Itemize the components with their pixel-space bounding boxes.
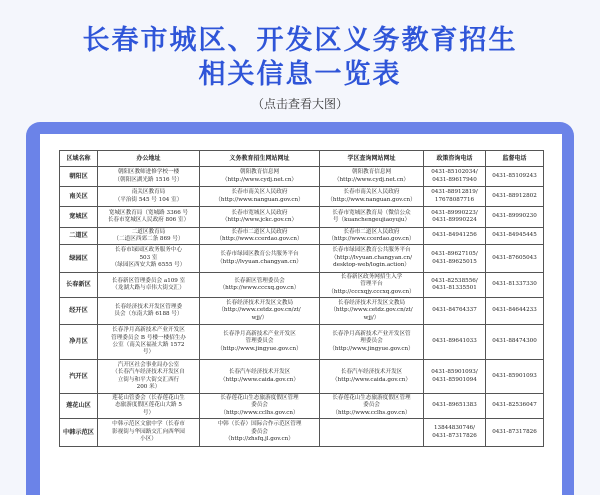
enrollment-website-cell[interactable]: 长春市宽城区人民政府 （http://www.jckc.gov.cn） xyxy=(200,207,320,228)
supervision-phone-cell: 0431-87605043 xyxy=(486,245,544,273)
table-row xyxy=(60,228,544,245)
page-title-line2: 相关信息一览表 xyxy=(198,59,402,90)
table-row xyxy=(60,187,544,207)
enrollment-website-cell[interactable]: 长春市二道区人民政府 （http://www.ccerdao.gov.cn） xyxy=(200,228,320,245)
office-address-cell: 中韩示范区文旅中学（长春市 影视街与华园路交汇向西华园 小区） xyxy=(98,419,200,447)
office-address-cell: 长春经济技术开发区管理委 员会（东南大路 6188 号） xyxy=(98,298,200,325)
supervision-phone-cell: 0431-84644233 xyxy=(486,298,544,325)
school-district-website-cell[interactable]: 朝阳教育信息网 （http://www.cydj.net.cn） xyxy=(320,167,424,187)
enrollment-website-cell[interactable]: 中韩（长春）国际合作示范区管理 委员会 （http://zhsfq.jl.gov.cn） xyxy=(200,419,320,447)
school-district-website-cell[interactable]: 长春市南关区人民政府 （http://www.nanguan.gov.cn） xyxy=(320,187,424,207)
school-district-website-cell[interactable]: 长春净月高新技术产业开发区管 理委员会 （http://www.jingyue.gov.cn） xyxy=(320,325,424,360)
supervision-phone-cell: 0431-85109243 xyxy=(486,167,544,187)
policy-phone-cell: 0431-89990223/ 0431-89990224 xyxy=(424,207,486,228)
policy-phone-cell: 0431-82538556/ 0431-81335501 xyxy=(424,273,486,298)
header-supervision-hotline: 监督电话 xyxy=(486,151,544,167)
office-address-cell: 长春市绿园区政务服务中心 503 室 （绿园区西安大路 6555 号） xyxy=(98,245,200,273)
enrollment-website-cell[interactable]: 长春经济技术开发区文教局 （http://www.cetdz.gov.cn/zt/ wjj/） xyxy=(200,298,320,325)
policy-phone-cell: 13844830746/ 0431-87317826 xyxy=(424,419,486,447)
enlarge-hint-link[interactable]: （点击查看大图） xyxy=(251,97,348,111)
page-title-line1: 长春市城区、开发区义务教育招生 xyxy=(82,25,518,56)
office-address-cell: 南关区教育局 （平治街 545 号 104 室） xyxy=(98,187,200,207)
enrollment-website-cell[interactable]: 长春莲花山生态旅游度假区管理 委员会 （http://www.cclhs.gov.cn） xyxy=(200,394,320,419)
table-sheet[interactable] xyxy=(40,134,562,495)
enrollment-website-cell[interactable]: 朝阳教育信息网 （http://www.cydj.net.cn） xyxy=(200,167,320,187)
table-row xyxy=(60,207,544,228)
table-header-row xyxy=(60,151,544,167)
school-district-website-cell[interactable]: 长春汽车经济技术开发区 （http://www.caida.gov.cn） xyxy=(320,360,424,394)
header-office-address: 办公地址 xyxy=(98,151,200,167)
district-name-cell: 二道区 xyxy=(60,228,98,245)
district-name-cell: 南关区 xyxy=(60,187,98,207)
supervision-phone-cell: 0431-88474300 xyxy=(486,325,544,360)
school-district-website-cell[interactable]: 长春莲花山生态旅游度假区管理 委员会 （http://www.cclhs.gov.cn） xyxy=(320,394,424,419)
supervision-phone-cell: 0431-81337330 xyxy=(486,273,544,298)
supervision-phone-cell: 0431-88912802 xyxy=(486,187,544,207)
enrollment-website-cell[interactable]: 长春新区管理委员会 （http://www.cccxq.gov.cn） xyxy=(200,273,320,298)
supervision-phone-cell: 0431-87317826 xyxy=(486,419,544,447)
table-row xyxy=(60,273,544,298)
header-district: 区域名称 xyxy=(60,151,98,167)
policy-phone-cell: 0431-84764337 xyxy=(424,298,486,325)
supervision-phone-cell: 0431-84945445 xyxy=(486,228,544,245)
header-enrollment-website: 义务教育招生网站网址 xyxy=(200,151,320,167)
policy-phone-cell: 0431-89641033 xyxy=(424,325,486,360)
policy-phone-cell: 0431-88912819/ 17678087716 xyxy=(424,187,486,207)
district-name-cell: 中韩示范区 xyxy=(60,419,98,447)
school-district-website-cell[interactable]: 长春市绿园区教育公共服务平台 （http://lvyuan.changyan.cn/ desktop-web/login.action） xyxy=(320,245,424,273)
table-row xyxy=(60,298,544,325)
office-address-cell: 长春净月高新技术产业开发区 管理委员会 B 号楼一楼招生办 公室（南关区福祉大路 1572 号） xyxy=(98,325,200,360)
enrollment-website-cell[interactable]: 长春市南关区人民政府 （http://www.nanguan.gov.cn） xyxy=(200,187,320,207)
office-address-cell: 朝阳区教师进修学校一楼 （朝阳区湖光路 1516 号） xyxy=(98,167,200,187)
header-school-district-website: 学区查询网站网址 xyxy=(320,151,424,167)
policy-phone-cell: 0431-85901093/ 0431-85901094 xyxy=(424,360,486,394)
enrollment-info-table xyxy=(59,150,544,447)
district-name-cell: 朝阳区 xyxy=(60,167,98,187)
table-row xyxy=(60,167,544,187)
policy-phone-cell: 0431-85102034/ 0431-89617940 xyxy=(424,167,486,187)
office-address-cell: 汽开区社会事业局办公室 （长春汽车经济技术开发区自 立街与和平大街交汇西行 200 米） xyxy=(98,360,200,394)
district-name-cell: 净月区 xyxy=(60,325,98,360)
enrollment-website-cell[interactable]: 长春净月高新技术产业开发区 管理委员会 （http://www.jingyue.gov.cn） xyxy=(200,325,320,360)
district-name-cell: 莲花山区 xyxy=(60,394,98,419)
district-name-cell: 长春新区 xyxy=(60,273,98,298)
table-row xyxy=(60,419,544,447)
school-district-website-cell[interactable]: 长春市宽城区教育局（微信公众 号（kuanchengeujiaoyuju） xyxy=(320,207,424,228)
table-row xyxy=(60,360,544,394)
policy-phone-cell: 0431-89627105/ 0431-89625015 xyxy=(424,245,486,273)
header-policy-hotline: 政策咨询电话 xyxy=(424,151,486,167)
supervision-phone-cell: 0431-85901093 xyxy=(486,360,544,394)
enrollment-website-cell[interactable]: 长春市绿园区教育公共服务平台 （http://lvyuan.changyan.cn） xyxy=(200,245,320,273)
district-name-cell: 经开区 xyxy=(60,298,98,325)
office-address-cell: 长春新区管理委员会 a109 室 （龙湖大路与卓伟大街交汇） xyxy=(98,273,200,298)
school-district-website-cell[interactable]: 长春新区政务网招生入学 管理平台 （http://cccxqjy.cccxq.gov.cn） xyxy=(320,273,424,298)
school-district-website-cell[interactable] xyxy=(320,419,424,447)
enrollment-website-cell[interactable]: 长春汽车经济技术开发区 （http://www.caida.gov.cn） xyxy=(200,360,320,394)
district-name-cell: 宽城区 xyxy=(60,207,98,228)
table-row xyxy=(60,394,544,419)
office-address-cell: 宽城区教育局（宽城路 3366 号 长春市宽城区人民政府 806 室） xyxy=(98,207,200,228)
district-name-cell: 绿园区 xyxy=(60,245,98,273)
supervision-phone-cell: 0431-82536047 xyxy=(486,394,544,419)
policy-phone-cell: 0431-84941256 xyxy=(424,228,486,245)
school-district-website-cell[interactable]: 长春市二道区人民政府 （http://www.ccerdao.gov.cn） xyxy=(320,228,424,245)
district-name-cell: 汽开区 xyxy=(60,360,98,394)
office-address-cell: 莲花山管委会（长春莲花山生 态旅游度假区莲花山大路 5 号） xyxy=(98,394,200,419)
school-district-website-cell[interactable]: 长春经济技术开发区文教局 （http://www.cetdz.gov.cn/zt/ wjj/） xyxy=(320,298,424,325)
supervision-phone-cell: 0431-89990230 xyxy=(486,207,544,228)
table-row xyxy=(60,325,544,360)
policy-phone-cell: 0431-89651383 xyxy=(424,394,486,419)
table-row xyxy=(60,245,544,273)
office-address-cell: 二道区教育局 （二道区西郊二条 869 号） xyxy=(98,228,200,245)
